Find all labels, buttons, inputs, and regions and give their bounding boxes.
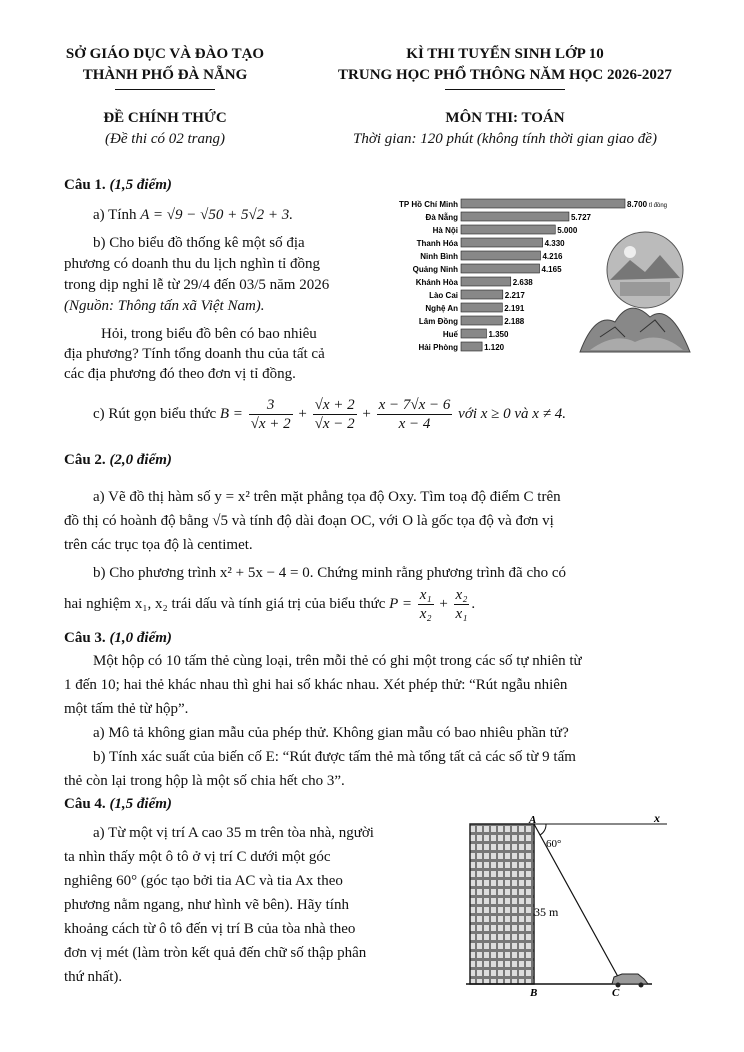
q2-a-line-3: trên các trục tọa độ là centimet. xyxy=(64,537,253,553)
header-city: THÀNH PHỐ ĐÀ NẴNG xyxy=(82,67,248,83)
bar xyxy=(461,212,569,221)
q1-c-f2-numerator: √x + 2 xyxy=(314,397,355,413)
label-angle: 60° xyxy=(546,838,562,850)
header-school-year: TRUNG HỌC PHỔ THÔNG NĂM HỌC 2026-2027 xyxy=(338,67,672,83)
q1-b-ask-1: Hỏi, trong biểu đồ bên có bao nhiêu xyxy=(101,326,317,342)
bar xyxy=(461,316,502,325)
bar xyxy=(461,251,540,260)
q2-b-fraction-2 xyxy=(454,586,470,623)
q1-c-f1-numerator: 3 xyxy=(249,396,293,415)
bar-unit-label: tỉ đồng xyxy=(649,203,668,209)
q1-a xyxy=(93,204,293,226)
q1-a-prefix: a) Tính xyxy=(93,207,137,223)
q4-a-line-5: khoảng cách từ ô tô đến vị trí B của tòa nhà theo xyxy=(64,921,356,937)
bar-category-label: TP Hồ Chí Minh xyxy=(399,200,458,209)
q1-b-line-1: b) Cho biểu đồ thống kê một số địa xyxy=(93,235,305,251)
q1-b-ask-2: địa phương? Tính tổng doanh thu của tất cả xyxy=(64,346,325,362)
q1-c-f3-numerator: x − 7√x − 6 xyxy=(378,397,451,413)
car-icon xyxy=(612,974,648,984)
bar-category-label: Lâm Đồng xyxy=(418,317,458,326)
angle-arc xyxy=(540,824,546,835)
bar-category-label: Lào Cai xyxy=(429,291,458,300)
bar-value-label: 2.217 xyxy=(504,291,525,300)
bar-value-label: 5.000 xyxy=(557,226,578,235)
q3-line-2: 1 đến 10; hai thẻ khác nhau thì ghi hai số khác nhau. Xét phép thử: “Rút ngẫu nhiên xyxy=(64,677,568,693)
q4-a-line-4: phương nằm ngang, như hình vẽ bên). Hãy tính xyxy=(64,897,349,913)
q2-b-f2-denominator: x₁ xyxy=(455,606,468,622)
header-left-underline xyxy=(115,89,215,90)
q1-b-ask-3: các địa phương đó theo đơn vị tỉ đồng. xyxy=(64,366,296,382)
q3-line-3: một tấm thẻ từ hộp”. xyxy=(64,701,189,717)
bar-value-label: 1.350 xyxy=(488,330,509,339)
q4-title: Câu 4. xyxy=(64,796,106,812)
bar-category-label: Hà Nội xyxy=(432,226,458,235)
q4-a-line-7: thứ nhất). xyxy=(64,969,123,985)
bar-category-label: Thanh Hóa xyxy=(416,239,458,248)
q4-a-line-3: nghiêng 60° (góc tạo bởi tia AC và tia Ax theo xyxy=(64,873,343,889)
q2-b-fraction-1 xyxy=(418,586,434,623)
q4-heading xyxy=(64,796,172,813)
q2-heading xyxy=(64,452,172,469)
bar-category-label: Nghệ An xyxy=(425,304,458,313)
bar xyxy=(461,329,486,338)
q1-a-expression: A = √9 − √50 + 5√2 + 3. xyxy=(140,207,294,223)
q2-b-text: hai nghiệm x₁, x₂ trái dấu và tính giá trị của biểu thức xyxy=(64,595,386,612)
bar-category-label: Quảng Ninh xyxy=(412,265,458,274)
subject-label: MÔN THI: TOÁN xyxy=(445,110,565,126)
q1-c-prefix: c) Rút gọn biểu thức xyxy=(93,405,217,422)
q1-points: (1,5 điểm) xyxy=(109,177,172,193)
label-height: 35 m xyxy=(534,905,559,919)
bar xyxy=(461,290,503,299)
bar xyxy=(461,277,511,286)
bar-value-label: 4.330 xyxy=(544,239,565,248)
header-department: SỞ GIÁO DỤC VÀ ĐÀO TẠO xyxy=(65,46,265,62)
q1-b-line-3: trong dịp nghỉ lễ từ 29/4 đến 03/5 năm 2026 xyxy=(64,277,330,293)
q4-points: (1,5 điểm) xyxy=(109,796,172,812)
q1-c: c) Rút gọn biểu thức B = $\frac{3}{√x + 2}$ + $\frac{√x + 2}{√x - 2}$ + $\frac{x - 7√x - 6}{x - 4}$ với x ≥ 0 và x ≠ 4. xyxy=(93,397,566,432)
q2-b-line-1: b) Cho phương trình x² + 5x − 4 = 0. Chứng minh rằng phương trình đã cho có xyxy=(93,565,567,581)
bar-category-label: Khánh Hòa xyxy=(415,278,458,287)
q1-b-line-2: phương có doanh thu du lịch nghìn tỉ đồng xyxy=(64,256,321,272)
q1-title: Câu 1. xyxy=(64,177,106,193)
header-right-underline xyxy=(445,89,565,90)
q1-c-f1-denominator: √x + 2 xyxy=(250,416,291,432)
bar-value-label: 4.165 xyxy=(541,265,562,274)
q2-b-line-2: hai nghiệm x₁, x₂ trái dấu và tính giá trị của biểu thức P = $\frac{\text{x₁}}{\text{x₂}}$ + $\frac{\text{x₂}}{\text{x₁}}$ . xyxy=(64,587,476,622)
q1-c-fraction-3 xyxy=(377,396,453,433)
q2-a-line-2: đồ thị có hoành độ bằng √5 và tính độ dài đoạn OC, với O là gốc tọa độ và đơn vị xyxy=(64,513,554,529)
mountain-illustration-icon xyxy=(575,292,695,360)
bar-value-label: 2.638 xyxy=(512,278,533,287)
q3-line-1: Một hộp có 10 tấm thẻ cùng loại, trên mỗi thẻ có ghi một trong các số tự nhiên từ xyxy=(93,653,582,669)
bar-value-label: 2.188 xyxy=(504,317,525,326)
q1-b-source: (Nguồn: Thông tấn xã Việt Nam). xyxy=(64,298,265,314)
q2-b-f1-denominator: x₂ xyxy=(419,606,432,622)
q1-c-fraction-1 xyxy=(249,396,293,433)
bar-value-label: 2.191 xyxy=(504,304,525,313)
q1-c-fraction-2 xyxy=(313,396,357,433)
bar xyxy=(461,225,555,234)
bar-category-label: Đà Nẵng xyxy=(425,213,458,222)
q3-b-line-2: thẻ còn lại trong hộp là một số chia hết cho 3”. xyxy=(64,773,345,789)
time-note: Thời gian: 120 phút (không tính thời gian giao đề) xyxy=(353,131,657,147)
bar xyxy=(461,303,502,312)
q3-heading xyxy=(64,630,172,647)
q1-c-f3-denominator: x − 4 xyxy=(398,416,431,432)
page-count-note: (Đề thi có 02 trang) xyxy=(105,131,225,147)
label-B: B xyxy=(530,987,538,996)
bar-value-label: 5.727 xyxy=(570,213,591,222)
q2-b-f2-numerator: x₂ xyxy=(455,587,468,603)
q3-b-line-1: b) Tính xác suất của biến cố E: “Rút được tấm thẻ mà tổng tất cả các số từ 9 tấm xyxy=(93,749,576,765)
q4-a-line-2: ta nhìn thấy một ô tô ở vị trí C dưới một góc xyxy=(64,849,331,865)
header-exam-name: KÌ THI TUYỂN SINH LỚP 10 xyxy=(406,46,604,62)
q4-a-line-6: đơn vị mét (làm tròn kết quả đến chữ số thập phân xyxy=(64,945,367,961)
q1-c-f2-denominator: √x − 2 xyxy=(314,416,355,432)
q1-c-lhs: B = xyxy=(219,405,243,422)
bar-value-label: 4.216 xyxy=(542,252,563,261)
q1-heading xyxy=(64,177,172,194)
bar-category-label: Hải Phòng xyxy=(418,343,458,352)
bar-value-label: 8.700 xyxy=(627,200,648,209)
bar xyxy=(461,238,543,247)
q2-a-line-1: a) Vẽ đồ thị hàm số y = x² trên mặt phẳng tọa độ Oxy. Tìm toạ độ điểm C trên xyxy=(93,489,561,505)
bar xyxy=(461,342,482,351)
label-x: x xyxy=(654,816,660,825)
q2-b-f1-numerator: x₁ xyxy=(419,587,432,603)
q2-b-P: P = xyxy=(389,595,412,612)
label-C: C xyxy=(612,987,620,996)
label-A: A xyxy=(529,816,537,826)
official-label: ĐỀ CHÍNH THỨC xyxy=(103,110,227,126)
building-figure xyxy=(462,816,712,996)
q3-title: Câu 3. xyxy=(64,630,106,646)
q4-a-line-1: a) Từ một vị trí A cao 35 m trên tòa nhà, người xyxy=(93,825,374,841)
q3-points: (1,0 điểm) xyxy=(109,630,172,646)
q2-points: (2,0 điểm) xyxy=(109,452,172,468)
bar xyxy=(461,199,625,208)
bar-category-label: Huế xyxy=(442,330,458,339)
q1-c-condition: với x ≥ 0 và x ≠ 4. xyxy=(458,405,566,422)
bar-value-label: 1.120 xyxy=(484,343,505,352)
bar xyxy=(461,264,540,273)
bar-category-label: Ninh Bình xyxy=(420,252,458,261)
q3-a: a) Mô tả không gian mẫu của phép thử. Không gian mẫu có bao nhiêu phần tử? xyxy=(93,725,569,741)
q2-title: Câu 2. xyxy=(64,452,106,468)
building xyxy=(470,824,534,984)
